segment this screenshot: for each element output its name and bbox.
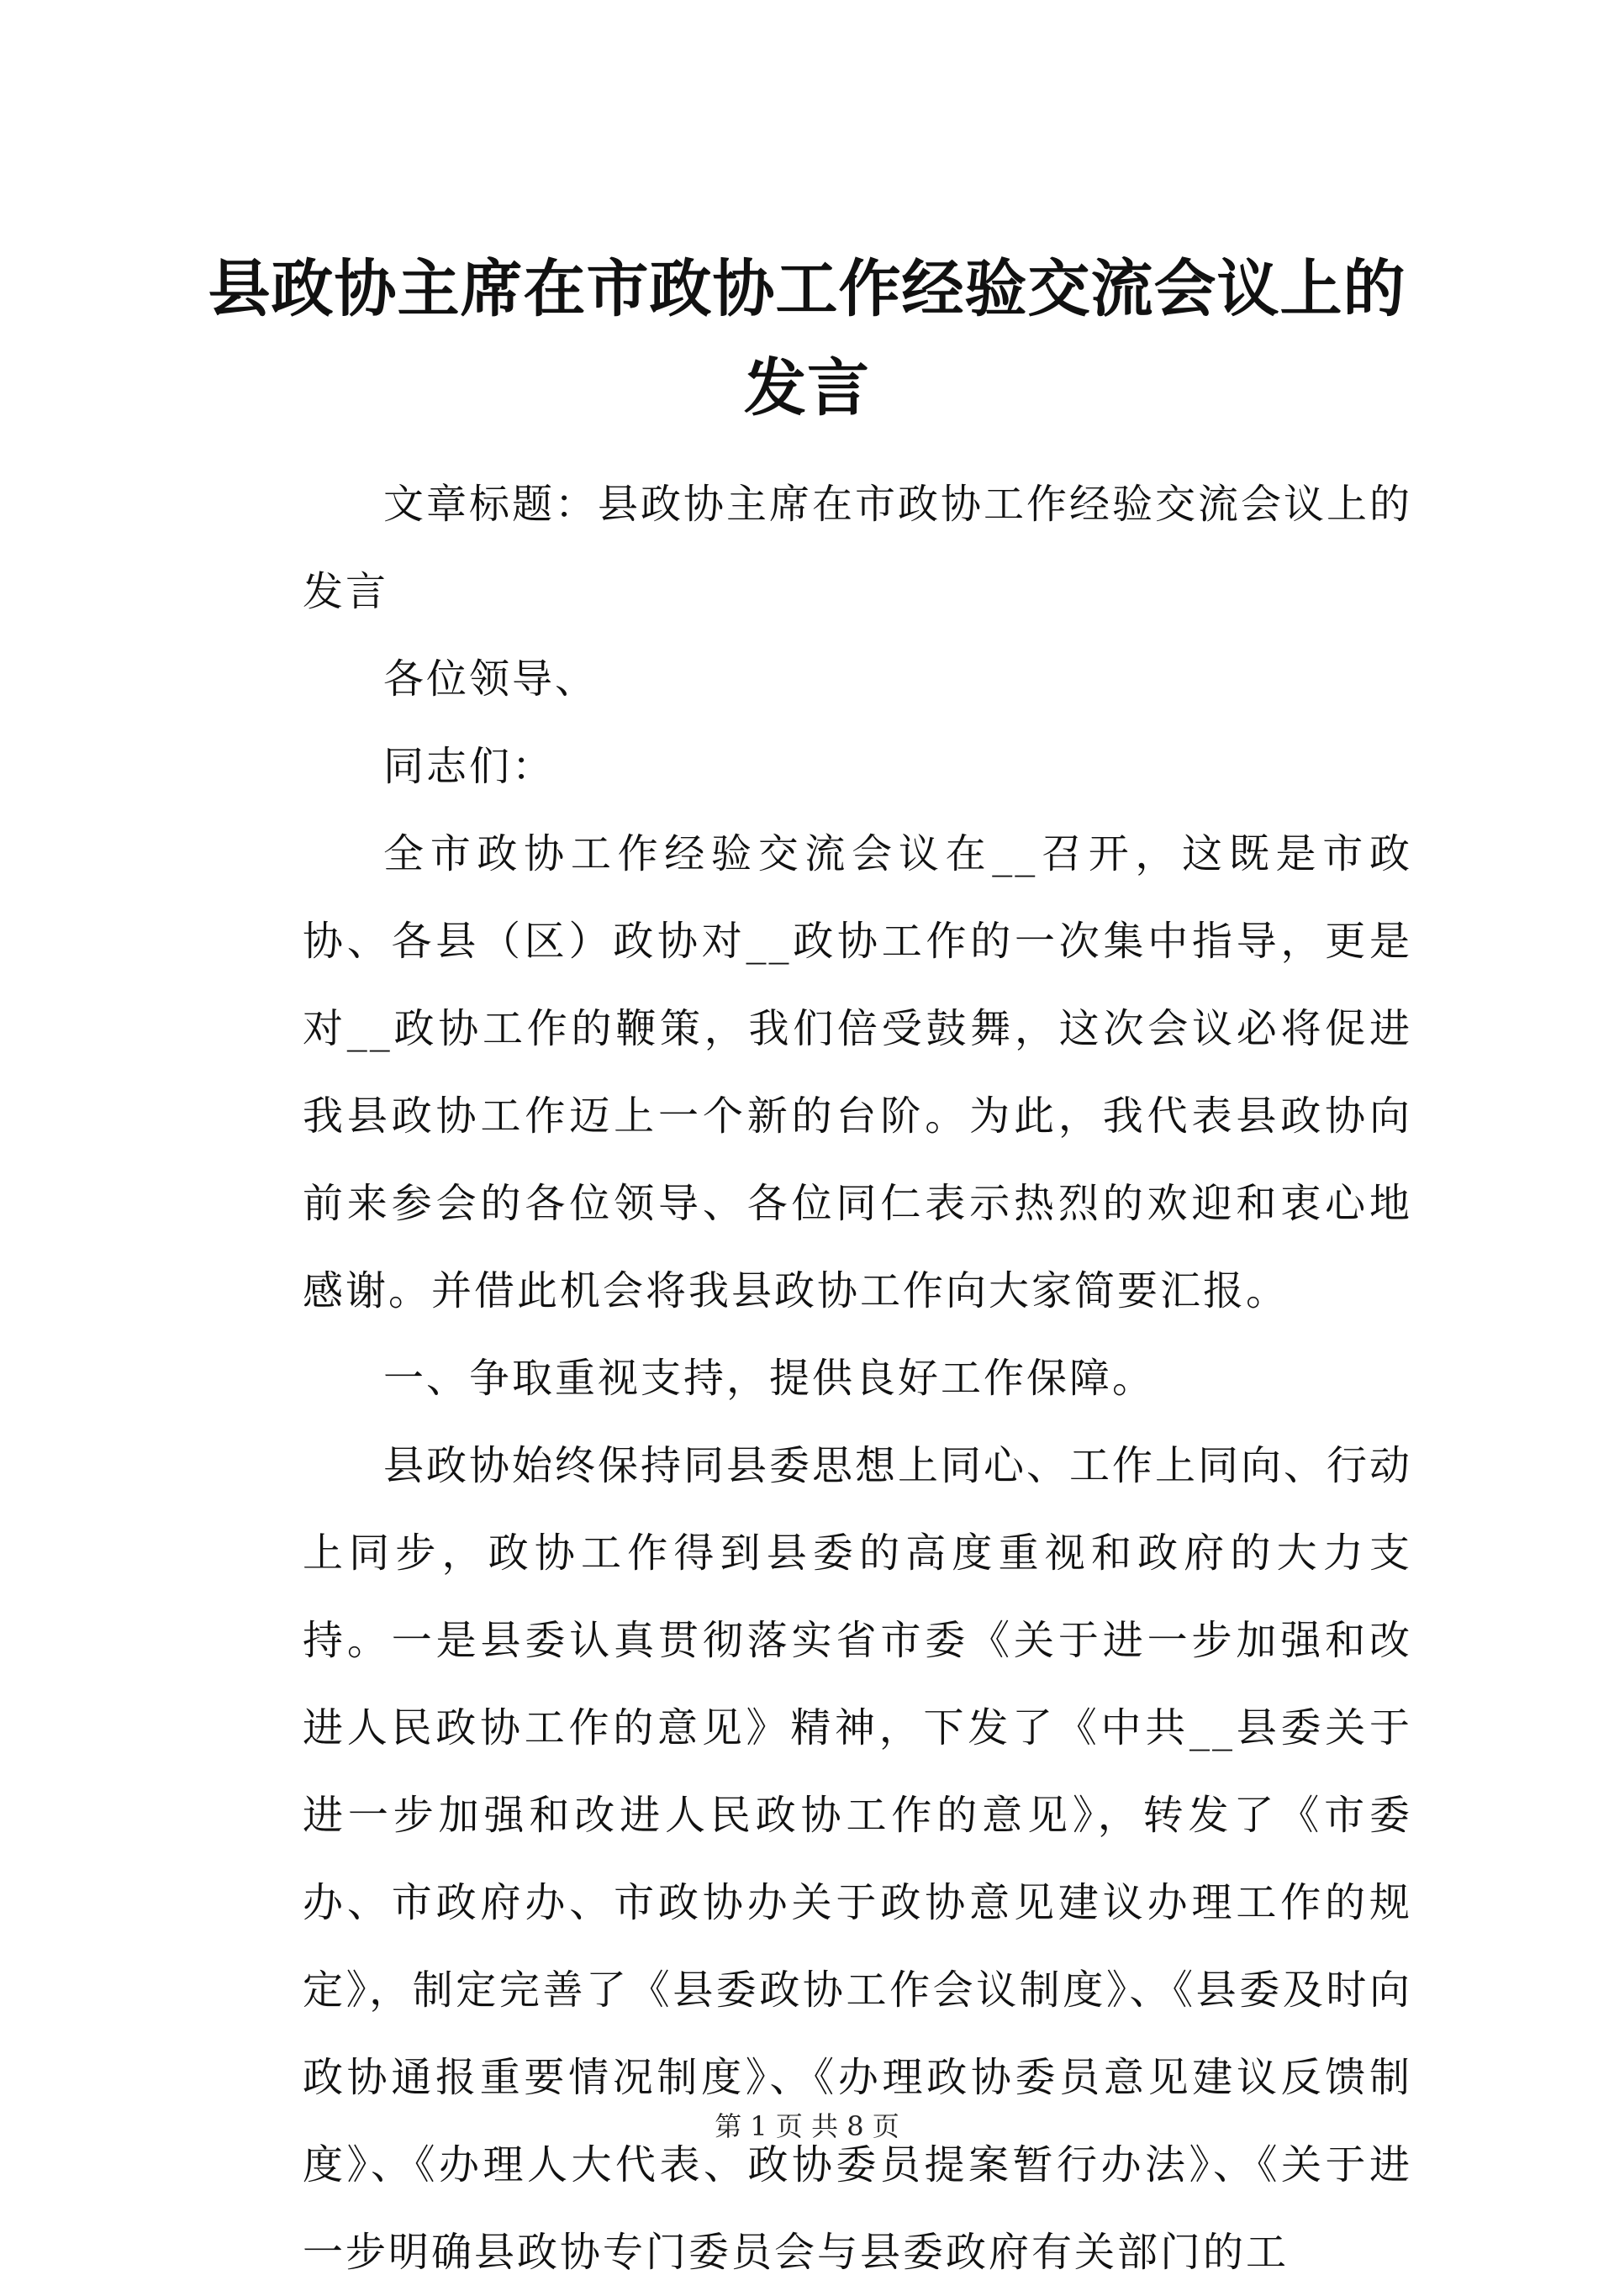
section-heading-1: 一、争取重视支持，提供良好工作保障。 [383, 1355, 1156, 1402]
document-body [303, 461, 1412, 2296]
page-number: 第 1 页 共 8 页 [715, 2110, 899, 2142]
salutation-comrades: 同志们： [383, 743, 556, 790]
page-footer [0, 2109, 1614, 2143]
paragraph-section-1: 县政协始终保持同县委思想上同心、工作上同向、行动上同步，政协工作得到县委的高度重视和政府的大力支持。一是县委认真贯彻落实省市委《关于进一步加强和改进人民政协工作的意见》精神，下发了《中共__县委关于进一步加强和改进人民政协工作的意见》，转发了《市委办、市政府办、市政协办关于政协意见建议办理工作的规定》，制定完善了《县委政协工作会议制度》、《县委及时向政协通报重要情况制度》、《办理政协委员意见建议反馈制度》、《办理人大代表、政协委员提案暂行办法》、《关于进一步明确县政协专门委员会与县委政府有关部门的工 [303, 1442, 1413, 2276]
paragraph-intro: 全市政协工作经验交流会议在__召开，这既是市政协、各县（区）政协对__政协工作的一次集中指导，更是对__政协工作的鞭策，我们倍受鼓舞，这次会议必将促进我县政协工作迈上一个新的台阶。为此，我代表县政协向前来参会的各位领导、各位同仁表示热烈的欢迎和衷心地感谢。并借此机会将我县政协工作向大家简要汇报。 [303, 830, 1412, 1314]
salutation-leaders: 各位领导、 [383, 656, 599, 703]
document-title: 县政协主席在市政协工作经验交流会议上的发言 [208, 253, 1406, 424]
article-title-line: 文章标题：县政协主席在市政协工作经验交流会议上的发言 [303, 481, 1413, 615]
